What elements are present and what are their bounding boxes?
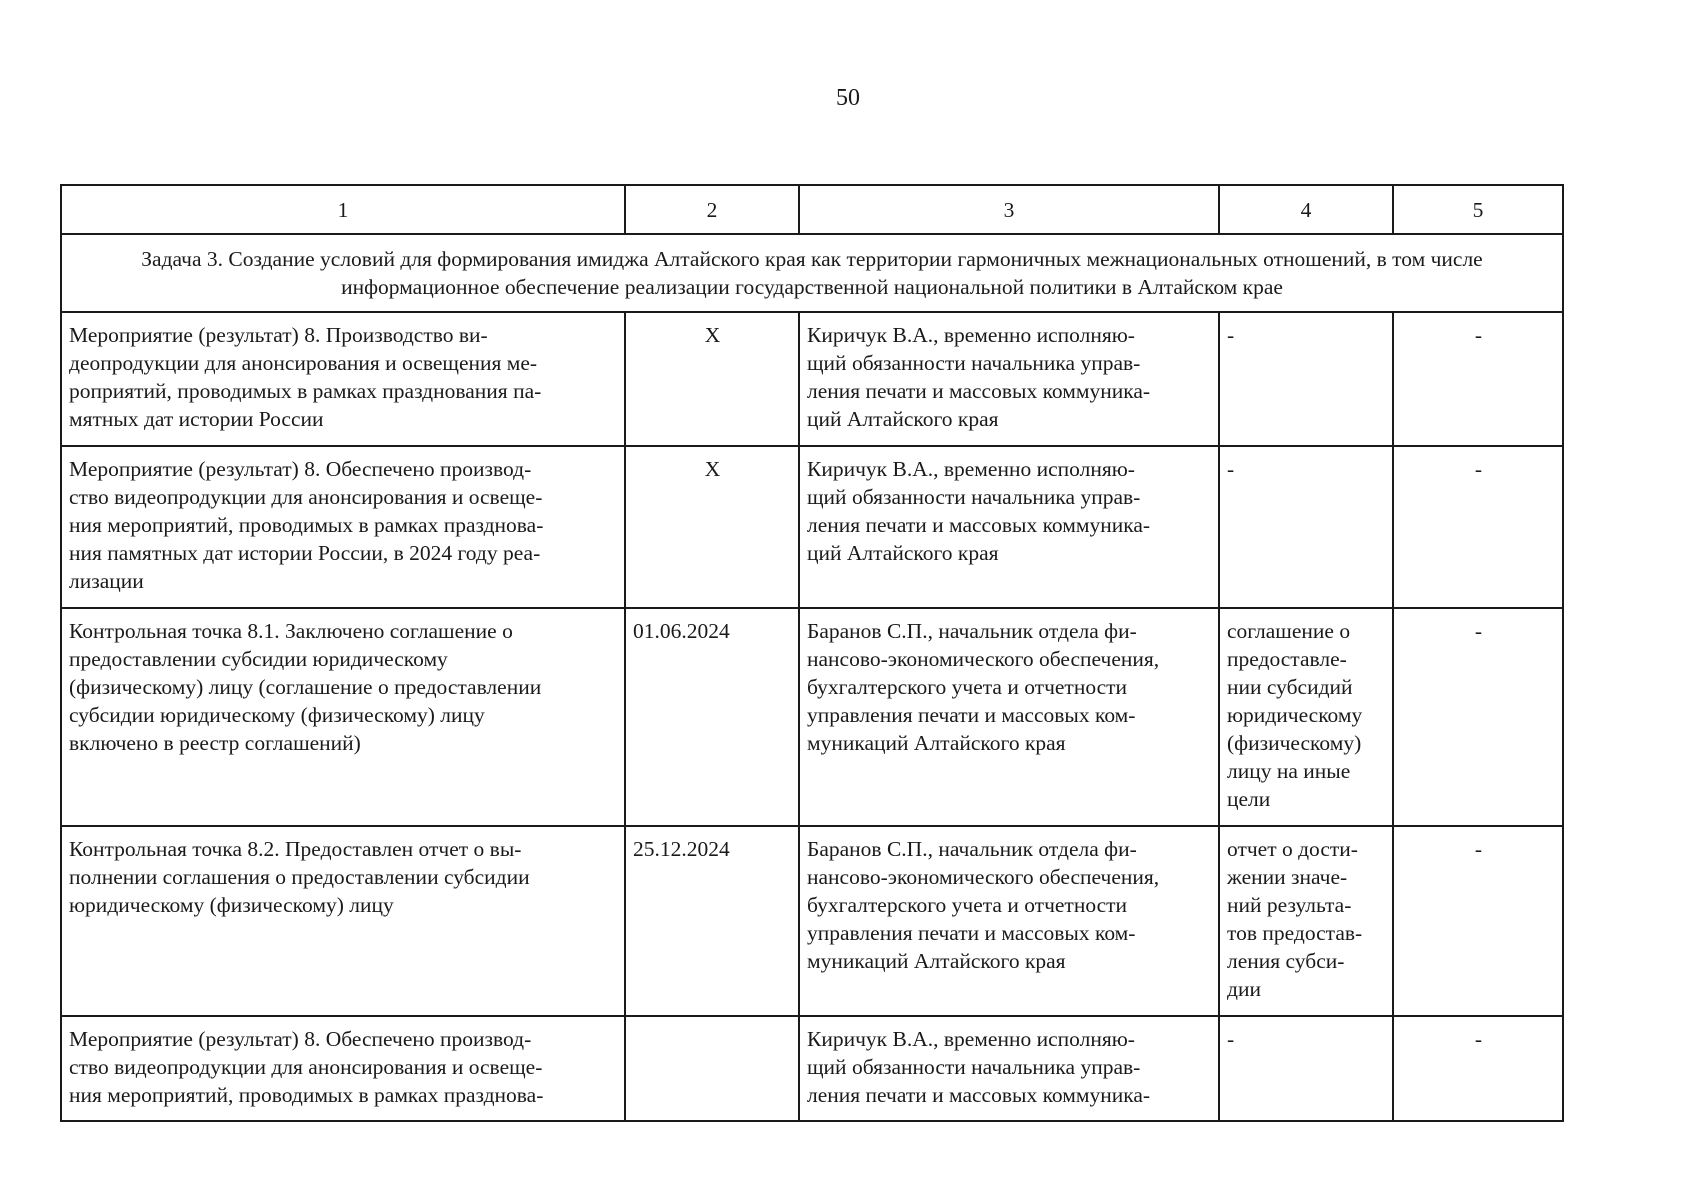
row-3-description: Контрольная точка 8.1. Заключено соглашение о предоставлении субсидии юридическому (физическому) лицу (соглашение о предоставлении субсидии юридическому (физическому) лицу включено в реестр соглашений) — [61, 608, 625, 826]
row-3-document: соглашение о предоставле- нии субсидий юридическому (физическому) лицу на иные цели — [1219, 608, 1393, 826]
header-cell-2: 2 — [625, 185, 799, 234]
row-4-document: отчет о дости- жении значе- ний результа- тов предостав- ления субси- дии — [1219, 826, 1393, 1016]
row-4-col5: - — [1393, 826, 1563, 1016]
table-header-row — [61, 185, 1563, 234]
header-cell-4: 4 — [1219, 185, 1393, 234]
row-5-responsible: Киричук В.А., временно исполняю- щий обязанности начальника управ- ления печати и массовых коммуника- — [799, 1016, 1219, 1121]
table-row — [61, 312, 1563, 446]
row-5-description: Мероприятие (результат) 8. Обеспечено производ- ство видеопродукции для анонсирования и освеще- ния мероприятий, проводимых в рамках празднова- — [61, 1016, 625, 1121]
row-2-col5: - — [1393, 446, 1563, 608]
row-4-deadline: 25.12.2024 — [625, 826, 799, 1016]
page-number: 50 — [836, 85, 860, 111]
task-heading-row — [61, 234, 1563, 312]
table-row — [61, 1016, 1563, 1121]
task-title: Задача 3. Создание условий для формирования имиджа Алтайского края как территории гармоничных межнациональных отношений, в том числе информационное обеспечение реализации государственной национальной политики в Алтайском крае — [61, 234, 1563, 312]
row-1-document: - — [1219, 312, 1393, 446]
row-1-deadline: X — [625, 312, 799, 446]
table-row — [61, 608, 1563, 826]
row-2-description: Мероприятие (результат) 8. Обеспечено производ- ство видеопродукции для анонсирования и освеще- ния мероприятий, проводимых в рамках празднова- ния памятных дат истории России, в 2024 году реа- лизации — [61, 446, 625, 608]
row-2-deadline: X — [625, 446, 799, 608]
row-5-deadline — [625, 1016, 799, 1121]
row-2-responsible: Киричук В.А., временно исполняю- щий обязанности начальника управ- ления печати и массовых коммуника- ций Алтайского края — [799, 446, 1219, 608]
header-cell-5: 5 — [1393, 185, 1563, 234]
header-cell-3: 3 — [799, 185, 1219, 234]
table-row — [61, 446, 1563, 608]
row-1-col5: - — [1393, 312, 1563, 446]
row-4-responsible: Баранов С.П., начальник отдела фи- нансово-экономического обеспечения, бухгалтерского учета и отчетности управления печати и массовых ком- муникаций Алтайского края — [799, 826, 1219, 1016]
row-3-deadline: 01.06.2024 — [625, 608, 799, 826]
row-3-responsible: Баранов С.П., начальник отдела фи- нансово-экономического обеспечения, бухгалтерского учета и отчетности управления печати и массовых ком- муникаций Алтайского края — [799, 608, 1219, 826]
row-5-col5: - — [1393, 1016, 1563, 1121]
row-1-description: Мероприятие (результат) 8. Производство ви- деопродукции для анонсирования и освещения ме- роприятий, проводимых в рамках празднования па- мятных дат истории России — [61, 312, 625, 446]
row-1-responsible: Киричук В.А., временно исполняю- щий обязанности начальника управ- ления печати и массовых коммуника- ций Алтайского края — [799, 312, 1219, 446]
row-2-document: - — [1219, 446, 1393, 608]
row-4-description: Контрольная точка 8.2. Предоставлен отчет о вы- полнении соглашения о предоставлении субсидии юридическому (физическому) лицу — [61, 826, 625, 1016]
header-cell-1: 1 — [61, 185, 625, 234]
table-row — [61, 826, 1563, 1016]
row-5-document: - — [1219, 1016, 1393, 1121]
row-3-col5: - — [1393, 608, 1563, 826]
plan-table — [60, 184, 1564, 1122]
